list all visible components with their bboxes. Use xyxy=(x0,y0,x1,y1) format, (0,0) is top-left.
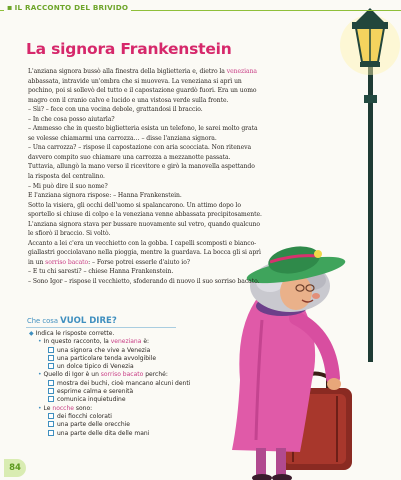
answer-option[interactable] xyxy=(29,363,199,371)
page-title: La signora Frankenstein xyxy=(26,40,232,58)
question-text: è: xyxy=(141,338,150,346)
exercise-title-bold: VUOL DIRE? xyxy=(60,316,117,326)
checkbox[interactable] xyxy=(48,388,54,394)
story-line xyxy=(28,143,340,153)
question-text: sono: xyxy=(73,404,93,412)
story-line xyxy=(28,153,340,163)
story-text-run: Sotto la visiera, gli occhi dell'uomo si spalancarono. Un attimo dopo lo xyxy=(28,201,241,209)
dot-bullet-icon: • xyxy=(38,404,42,412)
answer-option[interactable] xyxy=(29,355,199,363)
lamp-post xyxy=(368,62,373,362)
exercise-instruction xyxy=(29,330,199,338)
story-line xyxy=(28,124,340,134)
section-header xyxy=(0,0,401,24)
story-text-run: magro con il cranio calvo e lucido e una vistosa verde sulla fronte. xyxy=(28,96,229,104)
story-line xyxy=(28,67,340,77)
story-text-run: – Sìi? – fece con una vocina debole, grattandosi il braccio. xyxy=(28,106,203,114)
exercise-body xyxy=(29,330,199,438)
checkbox[interactable] xyxy=(48,363,54,369)
answer-option[interactable] xyxy=(29,396,199,404)
story-text-run: in un xyxy=(28,258,46,266)
dot-bullet-icon: • xyxy=(38,338,42,346)
checkbox[interactable] xyxy=(48,396,54,402)
answer-option[interactable] xyxy=(29,421,199,429)
instruction-text: Indica le risposte corrette. xyxy=(35,330,115,337)
answer-option-label: comunica inquietudine xyxy=(57,396,126,404)
checkbox[interactable] xyxy=(48,380,54,386)
story-line xyxy=(28,105,340,115)
story-text-run: le sfiorò il braccio. Si voltò. xyxy=(28,230,111,238)
story-text-run: la risposta del centralino. xyxy=(28,173,105,181)
story-text-run: sportello si chiuse di colpo e la veneziana venne abbassata precipitosamente. xyxy=(28,211,262,219)
story-text-run: : – Forse potrei esserle d'aiuto io? xyxy=(88,258,190,266)
answer-option[interactable] xyxy=(29,380,199,388)
story-line xyxy=(28,201,340,211)
checkbox[interactable] xyxy=(48,347,54,353)
story-line xyxy=(28,220,340,230)
answer-option-label: una parte delle orecchie xyxy=(57,421,130,429)
story-text-run: – In che cosa posso aiutarla? xyxy=(28,115,115,123)
answer-option[interactable] xyxy=(29,347,199,355)
question-term: nocche xyxy=(52,404,74,412)
story-text xyxy=(28,67,340,287)
answer-option-label: dei fiocchi colorati xyxy=(57,412,112,420)
diamond-bullet-icon: ◆ xyxy=(29,330,34,337)
question-stem xyxy=(29,371,199,379)
checkbox[interactable] xyxy=(48,430,54,436)
story-line xyxy=(28,191,340,201)
checkbox[interactable] xyxy=(48,413,54,419)
story-line xyxy=(28,96,340,106)
bullet-icon: ▪ xyxy=(7,3,13,12)
dot-bullet-icon: • xyxy=(38,371,42,379)
story-text-run: – Mi può dire il suo nome? xyxy=(28,182,108,190)
answer-option[interactable] xyxy=(29,413,199,421)
answer-option-label: mostra dei buchi, cioè mancano alcuni denti xyxy=(57,379,191,387)
question-text: Le xyxy=(43,404,53,412)
question-term: sorriso bacato xyxy=(100,371,144,379)
story-line xyxy=(28,248,340,258)
story-line xyxy=(28,229,340,239)
story-line xyxy=(28,182,340,192)
story-line xyxy=(28,134,340,144)
checkbox[interactable] xyxy=(48,421,54,427)
answer-option-label: un dolce tipico di Venezia xyxy=(57,363,134,371)
story-line xyxy=(28,162,340,172)
story-text-run: giallastri gocciolavano nella pioggia, mentre la guardava. La bocca gli si aprì xyxy=(28,249,261,257)
question-term: veneziana xyxy=(110,338,142,346)
question-text: perché: xyxy=(143,371,168,379)
highlighted-term: sorriso bacato xyxy=(45,258,89,266)
story-text-run: L'anziana signora stava per bussare nuovamente sul vetro, quando qualcuno xyxy=(28,220,260,228)
question-text: In questo racconto, la xyxy=(43,338,111,346)
story-text-run: – Ammesso che in questo biglietteria esista un telefono, le sarei molto grata xyxy=(28,125,258,133)
question-stem xyxy=(29,338,199,346)
exercise-title xyxy=(27,316,117,326)
story-text-run: E l'anziana signora rispose: – Hanna Frankenstein. xyxy=(28,192,182,200)
exercise-rule xyxy=(26,327,176,328)
story-text-run: – Sono Igor – rispose il vecchietto, sfoderando di nuovo il suo sorriso bacato. xyxy=(28,278,260,286)
answer-option[interactable] xyxy=(29,388,199,396)
story-text-run: – E tu chi saresti? – chiese Hanna Frankenstein. xyxy=(28,268,174,276)
answer-option-label: una parte delle dita delle mani xyxy=(57,429,150,437)
section-label xyxy=(4,3,131,12)
answer-option-label: una particolare tenda avvolgibile xyxy=(57,354,157,362)
story-line xyxy=(28,210,340,220)
exercise-title-lead: Che cosa xyxy=(27,317,61,325)
section-label-text: IL RACCONTO DEL BRIVIDO xyxy=(14,3,129,12)
story-text-run: davvero compito suo chiamare una carrozza a mezzanotte passata. xyxy=(28,153,231,161)
story-line xyxy=(28,239,340,249)
story-text-run: Accanto a lei c'era un vecchietto con la gobba. I capelli scomposti e bianco- xyxy=(28,239,257,247)
story-text-run: Tuttavia, allungò la mano verso il ricevitore e girò la manovella aspettando xyxy=(28,163,255,171)
story-line xyxy=(28,77,340,87)
page-number: 84 xyxy=(4,459,26,477)
story-text-run: abbassata, intravide un'ombra che si muoveva. La veneziana si aprì un xyxy=(28,77,242,85)
story-line xyxy=(28,86,340,96)
story-text-run: L'anziana signora bussò alla finestra della biglietteria e, dietro la xyxy=(28,68,227,75)
story-line xyxy=(28,172,340,182)
question-stem xyxy=(29,405,199,413)
story-text-run: se volesse chiamarmi una carrozza… – disse l'anziana signora. xyxy=(28,134,217,142)
question-text: Quello di Igor è un xyxy=(43,371,101,379)
checkbox[interactable] xyxy=(48,355,54,361)
answer-option[interactable] xyxy=(29,430,199,438)
story-line xyxy=(28,115,340,125)
answer-option-label: una signora che vive a Venezia xyxy=(57,346,151,354)
story-text-run: pochino, poi si sollevò del tutto e il capostazione guardò fuori. Era un uomo xyxy=(28,87,257,95)
highlighted-term: veneziana xyxy=(226,68,257,75)
story-line xyxy=(28,258,340,268)
story-text-run: – Una carrozza? – rispose il capostazione con aria scocciata. Non riteneva xyxy=(28,144,252,152)
story-line xyxy=(28,267,340,277)
story-line xyxy=(28,277,340,287)
answer-option-label: esprime calma e serenità xyxy=(57,388,134,396)
